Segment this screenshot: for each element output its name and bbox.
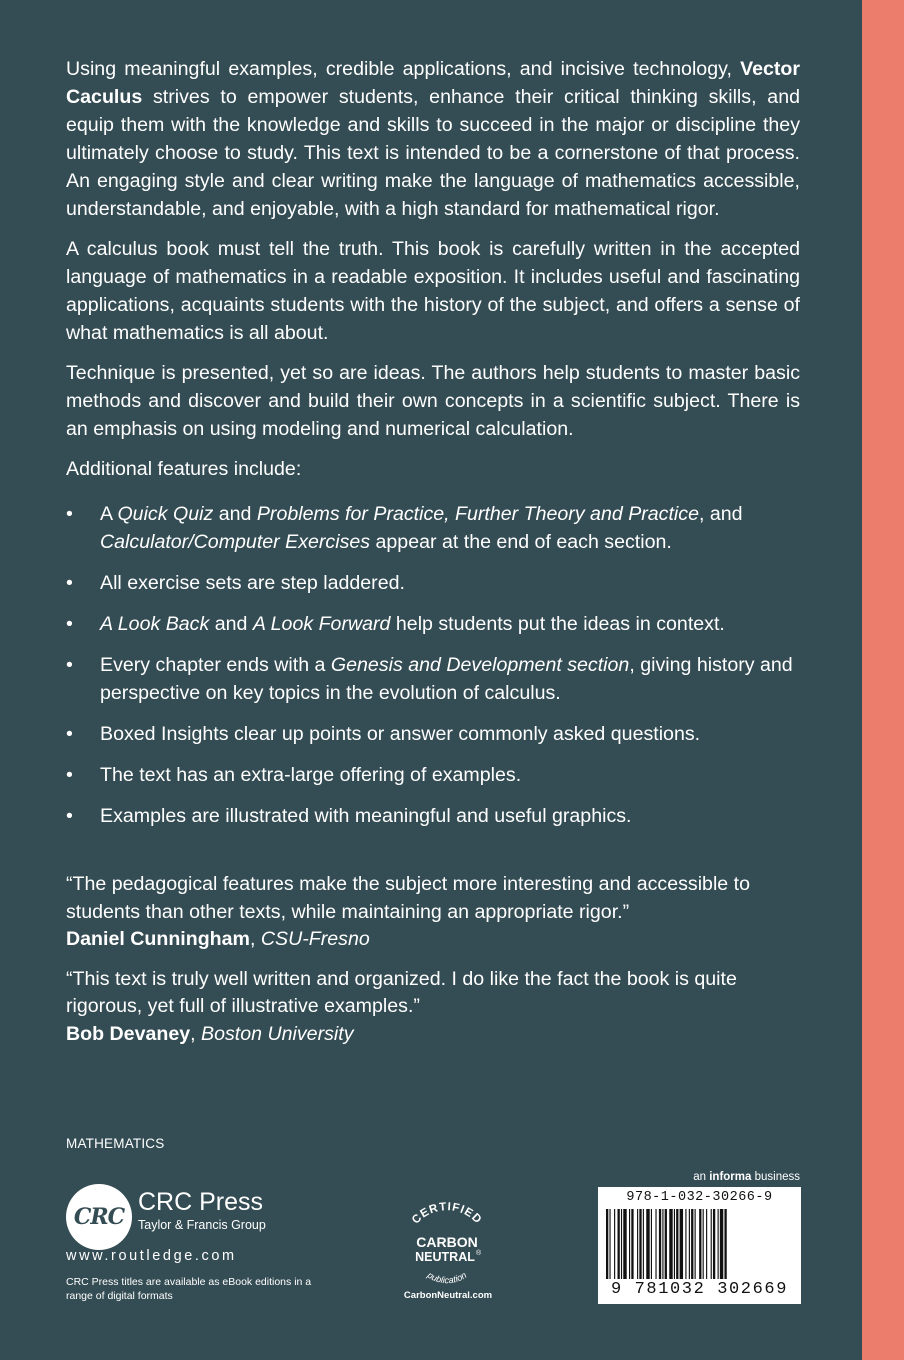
crc-logo-icon: CRC: [66, 1184, 132, 1250]
barcode-bar: [614, 1209, 615, 1279]
paragraph-technique: Technique is presented, yet so are ideas. The authors help students to master basic methods and discover and build their own concepts in a scientific subject. There is an emphasis on using modeling and numerical calculation.: [66, 362, 800, 440]
carbon-line2: NEUTRAL: [415, 1250, 475, 1264]
features-intro: Additional features include:: [66, 458, 302, 480]
quote-text: “This text is truly well written and organized. I do like the fact the book is quite rigorous, yet full of illustrative examples.”: [66, 967, 737, 1017]
barcode-bar: [646, 1209, 649, 1279]
barcode-bar: [637, 1209, 638, 1279]
book-title: Vector Caculus: [66, 58, 800, 108]
quote-affiliation: CSU-Fresno: [260, 928, 370, 950]
barcode-bar: [623, 1209, 626, 1279]
barcode-bar: [651, 1209, 652, 1279]
isbn-barcode: [598, 1187, 801, 1304]
barcode-bar: [703, 1209, 704, 1279]
barcode-bar: [711, 1209, 712, 1279]
feature-item: • A Look Back and A Look Forward help students put the ideas in context.: [66, 610, 800, 638]
barcode-bar: [720, 1209, 723, 1279]
barcode-bar: [724, 1209, 726, 1279]
barcode-bar: [695, 1209, 696, 1279]
back-cover-text: [66, 55, 800, 1060]
paragraph-truth: A calculus book must tell the truth. This book is carefully written in the accepted language of mathematics in a readable exposition. It includes useful and fascinating applications, acquaints students with the history of the subject, and offers a sense of what mathematics is all about.: [66, 238, 800, 344]
barcode-bar: [674, 1209, 675, 1279]
barcode-bar: [691, 1209, 693, 1279]
barcode-bar: [669, 1209, 672, 1279]
feature-item: • A Quick Quiz and Problems for Practice, Further Theory and Practice, and Calculator/Computer Exercises appear at the end of each section.: [66, 500, 800, 556]
features-list: [66, 500, 800, 830]
bullet: •: [66, 723, 73, 745]
feature-item: • Examples are illustrated with meaningful and useful graphics.: [66, 802, 800, 830]
bullet: •: [66, 613, 73, 635]
quote-author: Daniel Cunningham: [66, 928, 250, 950]
feature-item: • All exercise sets are step laddered.: [66, 569, 800, 597]
bullet: •: [66, 764, 73, 786]
barcode-bar: [659, 1209, 661, 1279]
publisher-group: Taylor & Francis Group: [138, 1218, 266, 1232]
barcode-bar: [713, 1209, 715, 1279]
barcode-bar: [631, 1209, 633, 1279]
carbon-line1: CARBON: [416, 1234, 478, 1250]
barcode-bar: [639, 1209, 641, 1279]
barcode-bar: [680, 1209, 683, 1279]
bullet: •: [66, 572, 73, 594]
svg-text:publication: [425, 1269, 468, 1285]
bullet: •: [66, 654, 73, 676]
informa-tagline: an informa business: [693, 1171, 800, 1183]
spine-band: [862, 0, 904, 1360]
isbn-number: 978-1-032-30266-9: [626, 1190, 773, 1205]
quote-author: Bob Devaney: [66, 1022, 191, 1045]
barcode-bar: [609, 1209, 610, 1279]
barcode-bar: [643, 1209, 644, 1279]
ebook-note: CRC Press titles are available as eBook editions in a range of digital formats: [66, 1276, 312, 1302]
barcode-bar: [665, 1209, 667, 1279]
carbon-top-text: CERTIFIED: [409, 1201, 485, 1227]
barcode-bar: [629, 1209, 630, 1279]
quote-affiliation: Boston University: [201, 1022, 354, 1045]
barcode-bar: [606, 1209, 608, 1279]
barcode-bar: [685, 1209, 686, 1279]
feature-item: • Every chapter ends with a Genesis and Development section, giving history and perspective on key topics in the evolution of calculus.: [66, 651, 800, 707]
barcode-bar: [699, 1209, 701, 1279]
carbon-registered: ®: [476, 1250, 482, 1257]
svg-text:CERTIFIED: [410, 1201, 484, 1227]
barcode-bar: [662, 1209, 663, 1279]
feature-item: • The text has an extra-large offering of examples.: [66, 761, 800, 789]
feature-item: • Boxed Insights clear up points or answer commonly asked questions.: [66, 720, 800, 748]
barcode-bars-icon: [606, 1209, 793, 1279]
barcode-bar: [689, 1209, 690, 1279]
barcode-bar: [718, 1209, 719, 1279]
barcode-bar: [655, 1209, 656, 1279]
isbn-digits: 9 781032 302669: [610, 1280, 789, 1299]
barcode-bar: [706, 1209, 707, 1279]
barcode-bar: [621, 1209, 622, 1279]
publisher-url[interactable]: www.routledge.com: [66, 1248, 237, 1264]
intro-pre: Using meaningful examples, credible applications, and incisive technology,: [66, 58, 732, 80]
quote-text: “The pedagogical features make the subject more interesting and accessible to students than other texts, while maintaining an appropriate rigor.”: [66, 873, 750, 923]
carbon-bottom-text: publication: [425, 1269, 469, 1286]
bullet: •: [66, 805, 73, 827]
bullet: •: [66, 503, 73, 525]
intro-post: strives to empower students, enhance their critical thinking skills, and equip them with the knowledge and skills to succeed in the major or discipline they ultimately choose to study. This text is intended to be a cornerstone of that process. An engaging style and clear writing make the language of mathematics accessible, understandable, and enjoyable, with a high standard for mathematical rigor.: [66, 86, 800, 220]
carbon-url: CarbonNeutral.com: [403, 1290, 493, 1301]
subject-category: MATHEMATICS: [66, 1136, 165, 1151]
publisher-name: CRC Press: [138, 1188, 264, 1216]
review-quote: “The pedagogical features make the subject more interesting and accessible to students than other texts, while maintaining an appropriate rigor.” Daniel Cunningham, CSU-Fresno: [66, 871, 800, 954]
barcode-bar: [618, 1209, 620, 1279]
intro-paragraph: [66, 55, 800, 223]
barcode-bar: [676, 1209, 678, 1279]
carbon-neutral-badge-icon: [388, 1195, 506, 1305]
review-quote: “This text is truly well written and organized. I do like the fact the book is quite rigorous, yet full of illustrative examples.” Bob Devaney, Boston University: [66, 966, 800, 1049]
